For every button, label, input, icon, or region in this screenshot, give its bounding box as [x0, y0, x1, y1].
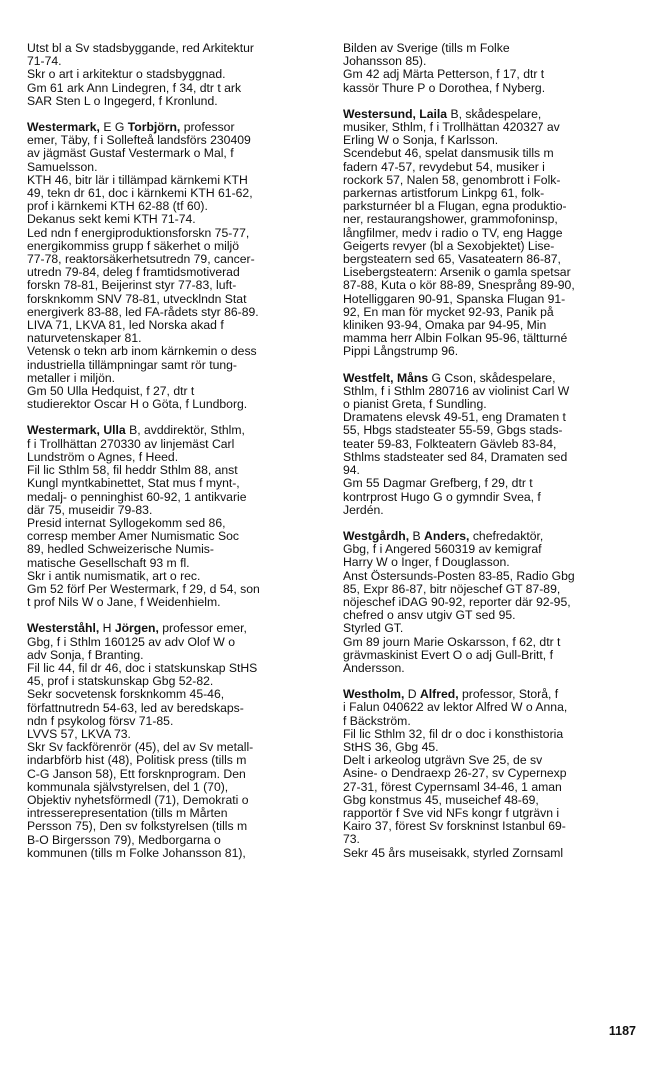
- entry-text-line: kommunala självstyrelsen, del 1 (70),: [27, 779, 229, 794]
- right-column: [343, 42, 639, 873]
- entry-heading-text: B, avddirektör, Sthlm,: [125, 423, 245, 438]
- entry-text-line: parksturnéer bl a Flugan, egna produktio-: [343, 199, 567, 214]
- entry-text-line: långfilmer, medv i radio o TV, eng Hagge: [343, 225, 563, 240]
- entry-text-line: utredn 79-84, deleg f framtidsmotiverad: [27, 265, 240, 280]
- left-column: [27, 42, 323, 873]
- entry-text-line: Jerdén.: [343, 502, 384, 517]
- entry-heading-text: B, skådespelare,: [447, 106, 542, 121]
- entry-text-line: Gbg konstmus 45, museichef 48-69,: [343, 792, 539, 807]
- entry-text-line: Gm 55 Dagmar Grefberg, f 29, dtr t: [343, 476, 533, 491]
- entry-name: Westersund, Laila: [343, 106, 448, 121]
- entry-text-line: Gbg, f i Sthlm 160125 av adv Olof W o: [27, 634, 235, 649]
- entry-text-line: energiverk 83-88, led FA-rådets styr 86-89.: [27, 304, 259, 319]
- entry-text-line: f Bäckström.: [343, 713, 411, 728]
- entry-text-line: Gm 89 journ Marie Oskarsson, f 62, dtr t: [343, 634, 561, 649]
- page-number: 1187: [608, 1024, 636, 1038]
- entry-text-line: fadern 47-57, revydebut 54, musiker i: [343, 159, 545, 174]
- entry-text-line: Skr o art i arkitektur o stadsbyggnad.: [27, 67, 226, 82]
- entry-name: Westgårdh,: [343, 528, 410, 543]
- entry-text-line: Johansson 85).: [343, 54, 427, 69]
- entry-text-line: studierektor Oscar H o Göta, f Lundborg.: [27, 397, 248, 412]
- biography-entry: [27, 424, 323, 609]
- entry-name: Torbjörn,: [127, 120, 181, 135]
- entry-heading-line: [343, 372, 639, 385]
- biography-entry: [343, 108, 639, 359]
- entry-text-line: Vetensk o tekn arb inom kärnkemin o dess: [27, 344, 257, 359]
- entry-text-line: Utst bl a Sv stadsbyggande, red Arkitektur: [27, 41, 254, 55]
- entry-text-line: indarbförb hist (48), Politisk press (tills m: [27, 753, 247, 768]
- entry-text-line: Sthlm, f i Sthlm 280716 av violinist Carl W: [343, 383, 570, 398]
- entry-text-line: kontrprost Hugo G o gymndir Svea, f: [343, 489, 541, 504]
- entry-text-line: metaller i miljön.: [27, 370, 116, 385]
- entry-text-line: KTH 46, bitr lär i tillämpad kärnkemi KTH: [27, 172, 248, 187]
- entry-text-line: 94.: [343, 463, 360, 478]
- entry-heading-text: D: [404, 687, 420, 702]
- entry-text-line: Bilden av Sverige (tills m Folke: [343, 41, 510, 55]
- entry-text-line: parkernas artistforum Linkpg 61, folk-: [343, 186, 545, 201]
- entry-text-line: Erling W o Sonja, f Karlsson.: [343, 133, 499, 148]
- entry-text-line: där 75, museidir 79-83.: [27, 502, 153, 517]
- entry-text-line: t prof Nils W o Jane, f Weidenhielm.: [27, 595, 221, 610]
- entry-text-line: Hotelliggaren 90-91, Spanska Flugan 91-: [343, 291, 566, 306]
- entry-text-line: Lundström o Agnes, f Heed.: [27, 449, 179, 464]
- entry-text-line: chefred o ansv utgiv GT sed 95.: [343, 608, 516, 623]
- entry-text-line: 77-78, reaktorsäkerhetsutredn 79, cancer-: [27, 252, 255, 267]
- entry-text-line: SAR Sten L o Ingegerd, f Kronlund.: [27, 93, 218, 108]
- entry-text-line: Fil lic 44, fil dr 46, doc i statskunskap StHS: [27, 660, 258, 675]
- entry-text-line: naturvetenskaper 81.: [27, 331, 142, 346]
- entry-text-line: Led ndn f energiproduktionsforskn 75-77,: [27, 225, 250, 240]
- entry-text-line: ner, restaurangshower, grammofoninsp,: [343, 212, 558, 227]
- entry-text-line: 89, hedled Schweizerische Numis-: [27, 542, 214, 557]
- entry-text-line: Kairo 37, förest Sv forskninst Istanbul 69-: [343, 819, 566, 834]
- entry-text-line: Fil lic Sthlm 58, fil heddr Sthlm 88, anst: [27, 463, 238, 478]
- entry-text-line: 27-31, förest Cypernsaml 34-46, 1 aman: [343, 779, 562, 794]
- entry-heading-line: [27, 424, 323, 437]
- entry-text-line: Presid internat Syllogekomm sed 86,: [27, 515, 226, 530]
- entry-name: Westerståhl,: [27, 621, 100, 636]
- entry-name: Anders,: [424, 528, 470, 543]
- entry-text-line: Andersson.: [343, 660, 405, 675]
- entry-text-line: matische Gesellschaft 93 m fl.: [27, 555, 190, 570]
- entry-text-line: medalj- o penninghist 60-92, 1 antikvarie: [27, 489, 247, 504]
- entry-text-line: Asine- o Dendraexp 26-27, sv Cypernexp: [343, 766, 567, 781]
- entry-text-line: Skr Sv fackförenrör (45), del av Sv metall-: [27, 740, 254, 755]
- entry-text-line: 73.: [343, 832, 360, 847]
- entry-name: Westfelt, Måns: [343, 370, 429, 385]
- entry-text-line: av jägmäst Gustaf Vestermark o Mal, f: [27, 146, 234, 161]
- entry-text-line: Gm 50 Ulla Hedquist, f 27, dtr t: [27, 384, 195, 399]
- entry-text-line: Sekr 45 års museisakk, styrled Zornsaml: [343, 845, 564, 860]
- entry-text-line: forskn 78-81, Beijerinst styr 77-83, luft-: [27, 278, 237, 293]
- entry-text-line: 92, En man för mycket 92-93, Panik på: [343, 304, 554, 319]
- entry-text-line: Objektiv nyhetsförmedl (71), Demokrati o: [27, 792, 249, 807]
- biography-entry: [27, 121, 323, 411]
- entry-text-line: B-O Birgersson 79), Medborgarna o: [27, 832, 221, 847]
- entry-text-line: ndn f psykolog försv 71-85.: [27, 713, 174, 728]
- entry-heading-text: professor, Storå, f: [458, 687, 559, 702]
- entry-text-line: LVVS 57, LKVA 73.: [27, 726, 131, 741]
- entry-heading-text: E G: [99, 120, 128, 135]
- entry-text-line: Styrled GT.: [343, 621, 404, 636]
- entry-text-line: i Falun 040622 av lektor Alfred W o Anna,: [343, 700, 568, 715]
- entry-text-line: författnutredn 54-63, led av beredskaps-: [27, 700, 244, 715]
- entry-text-line: f i Trollhättan 270330 av linjemäst Carl: [27, 436, 235, 451]
- biography-entry: [343, 530, 639, 675]
- entry-text-line: rapportör f Sve vid NFs kongr f utgrävn i: [343, 805, 560, 820]
- entry-text-line: emer, Täby, f i Sollefteå landsförs 230409: [27, 133, 251, 148]
- entry-text-line: kliniken 93-94, Omaka par 94-95, Min: [343, 318, 547, 333]
- entry-heading-text: B: [409, 528, 425, 543]
- entry-text-line: Persson 75), Den sv folkstyrelsen (tills m: [27, 819, 248, 834]
- entry-name: Westermark, Ulla: [27, 423, 126, 438]
- entry-text-line: Pippi Långstrump 96.: [343, 344, 459, 359]
- entry-name: Westholm,: [343, 687, 405, 702]
- entry-text-line: Gm 52 förf Per Westermark, f 29, d 54, son: [27, 581, 260, 596]
- entry-text-line: C-G Janson 58), Ett forsknprogram. Den: [27, 766, 246, 781]
- entry-text-line: Sthlms stadsteater sed 84, Dramaten sed: [343, 449, 568, 464]
- entry-heading-text: H: [99, 621, 115, 636]
- entry-text-line: nöjeschef iDAG 90-92, reporter där 92-95,: [343, 594, 571, 609]
- entry-name: Alfred,: [419, 687, 459, 702]
- entry-text-line: Gbg, f i Angered 560319 av kemigraf: [343, 542, 542, 557]
- entry-text-line: Samuelsson.: [27, 159, 98, 174]
- entry-heading-text: chefredaktör,: [469, 528, 544, 543]
- entry-text-line: corresp member Amer Numismatic Soc: [27, 529, 239, 544]
- entry-text-line: Dramatens elevsk 49-51, eng Dramaten t: [343, 410, 566, 425]
- entry-text-line: Fil lic Sthlm 32, fil dr o doc i konsthistoria: [343, 726, 564, 741]
- entry-text-line: Skr i antik numismatik, art o rec.: [27, 568, 201, 583]
- entry-text-line: Geigerts revyer (bl a Sexobjektet) Lise-: [343, 238, 555, 253]
- biography-entry: [343, 372, 639, 517]
- entry-text-line: bergsteatern sed 65, Vasateatern 86-87,: [343, 252, 561, 267]
- entry-text-line: industriella tillämpningar samt rör tung-: [27, 357, 237, 372]
- entry-text-line: Gm 42 adj Märta Petterson, f 17, dtr t: [343, 67, 545, 82]
- entry-name: Westermark,: [27, 120, 100, 135]
- entry-text-line: o pianist Greta, f Sundling.: [343, 397, 487, 412]
- entry-text-line: prof i kärnkemi KTH 62-88 (tf 60).: [27, 199, 208, 214]
- entry-text-line: 45, prof i statskunskap Gbg 52-82.: [27, 674, 214, 689]
- entry-text-line: intresserepresentation (tills m Mårten: [27, 806, 228, 821]
- entry-heading-line: [27, 622, 323, 635]
- entry-text-line: mamma herr Albin Folkan 95-96, tältturné: [343, 331, 568, 346]
- entry-text-line: Dekanus sekt kemi KTH 71-74.: [27, 212, 196, 227]
- biography-entry: [27, 42, 323, 108]
- biography-entry: [343, 688, 639, 860]
- entry-text-line: Anst Östersunds-Posten 83-85, Radio Gbg: [343, 568, 575, 583]
- entry-text-line: kassör Thure P o Dorothea, f Nyberg.: [343, 80, 546, 95]
- entry-text-line: Scendebut 46, spelat dansmusik tills m: [343, 146, 554, 161]
- entry-heading-text: professor: [180, 120, 235, 135]
- entry-text-line: Kungl myntkabinettet, Stat mus f mynt-,: [27, 476, 240, 491]
- entry-heading-text: G Cson, skådespelare,: [428, 370, 556, 385]
- entry-text-line: rockork 57, Nalen 58, genombrott i Folk-: [343, 172, 561, 187]
- entry-heading-text: professor emer,: [158, 621, 247, 636]
- entry-text-line: Gm 61 ark Ann Lindegren, f 34, dtr t ark: [27, 80, 242, 95]
- entry-text-line: kommunen (tills m Folke Johansson 81),: [27, 845, 246, 860]
- entry-text-line: musiker, Sthlm, f i Trollhättan 420327 av: [343, 120, 560, 135]
- entry-text-line: adv Sonja, f Branting.: [27, 647, 144, 662]
- entry-text-line: teater 59-83, Folkteatern Gävleb 83-84,: [343, 436, 557, 451]
- entry-text-line: forsknkomm SNV 78-81, utvecklndn Stat: [27, 291, 247, 306]
- entry-text-line: energikommiss grupp f säkerhet o miljö: [27, 238, 240, 253]
- entry-text-line: 55, Hbgs stadsteater 55-59, Gbgs stads-: [343, 423, 563, 438]
- entry-text-line: Delt i arkeolog utgrävn Sve 25, de sv: [343, 753, 543, 768]
- biography-entry: [343, 42, 639, 95]
- entry-text-line: Sekr socvetensk forsknkomm 45-46,: [27, 687, 225, 702]
- entry-text-line: 87-88, Kuta o kör 88-89, Snesprång 89-90,: [343, 278, 575, 293]
- entry-text-line: Lisebergsteatern: Arsenik o gamla spetsar: [343, 265, 571, 280]
- entry-text-line: 71-74.: [27, 54, 62, 69]
- entry-text-line: StHS 36, Gbg 45.: [343, 739, 439, 754]
- entry-text-line: grävmaskinist Evert O o adj Gull-Britt, f: [343, 647, 553, 662]
- biography-entry: [27, 622, 323, 860]
- entry-text-line: 49, tekn dr 61, doc i kärnkemi KTH 61-62,: [27, 186, 253, 201]
- entry-text-line: LIVA 71, LKVA 81, led Norska akad f: [27, 318, 224, 333]
- entry-name: Jörgen,: [114, 621, 159, 636]
- entry-text-line: Harry W o Inger, f Douglasson.: [343, 555, 510, 570]
- entry-text-line: 85, Expr 86-87, bitr nöjeschef GT 87-89,: [343, 581, 561, 596]
